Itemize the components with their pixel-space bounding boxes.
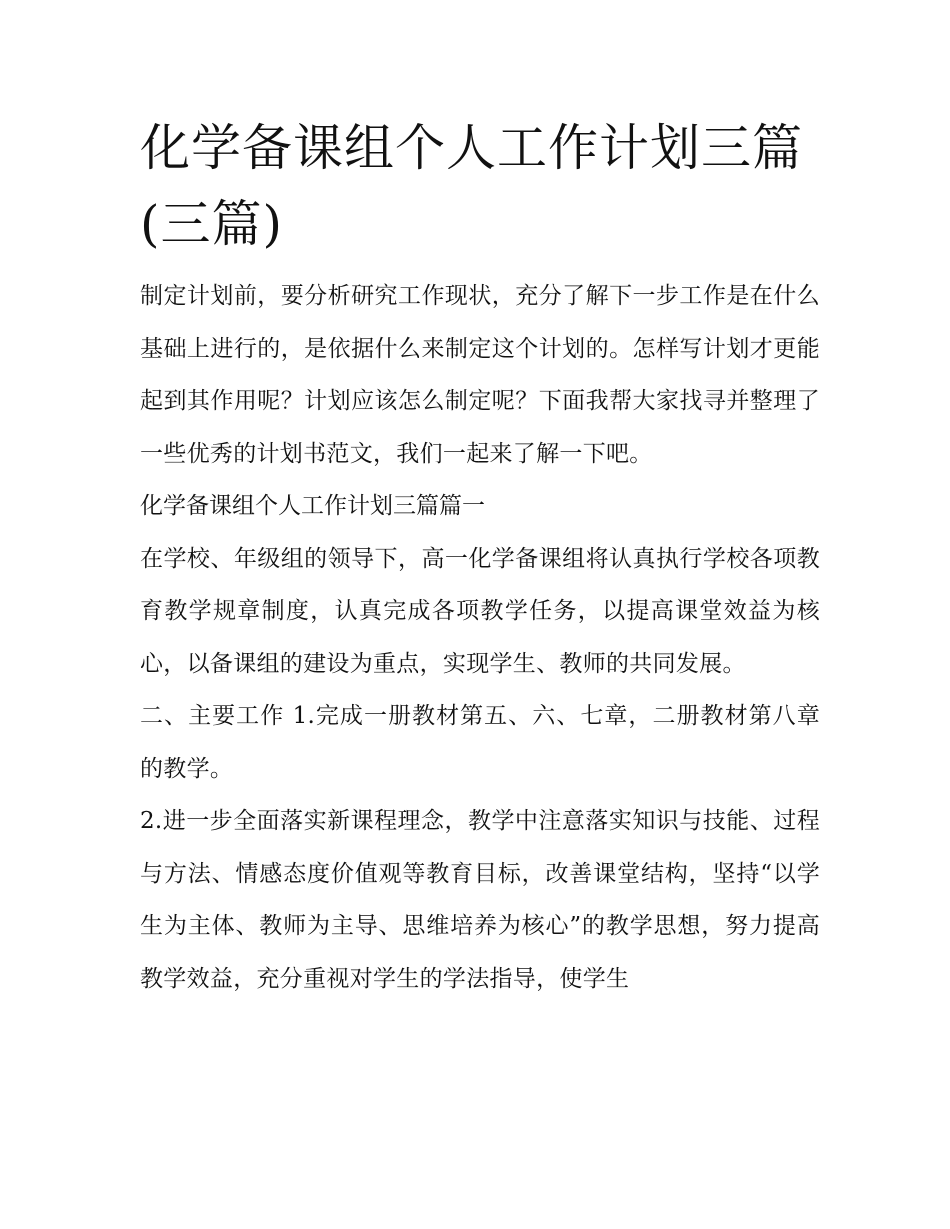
document-title: 化学备课组个人工作计划三篇(三篇) [140,119,803,253]
intro-paragraph: 制定计划前，要分析研究工作现状，充分了解下一步工作是在什么基础上进行的，是依据什么来制定这个计划的。怎样写计划才更能起到其作用呢？计划应该怎么制定呢？下面我帮大家找寻并整理了一些优秀的计划书范文，我们一起来了解一下吧。 [140,283,820,467]
document-page [140,110,820,1005]
section-heading: 化学备课组个人工作计划三篇篇一 [140,493,485,519]
body-paragraph-3: 2.进一步全面落实新课程理念，教学中注意落实知识与技能、过程与方法、情感态度价值观等教育目标，改善课堂结构，坚持“以学生为主体、教师为主导、思维培养为核心”的教学思想，努力提高教学效益，充分重视对学生的学法指导，使学生 [140,808,820,992]
body-paragraph-2: 二、主要工作 1.完成一册教材第五、六、七章，二册教材第八章的教学。 [140,703,820,782]
body-paragraph-1: 在学校、年级组的领导下，高一化学备课组将认真执行学校各项教育教学规章制度，认真完成各项教学任务，以提高课堂效益为核心，以备课组的建设为重点，实现学生、教师的共同发展。 [140,545,820,677]
